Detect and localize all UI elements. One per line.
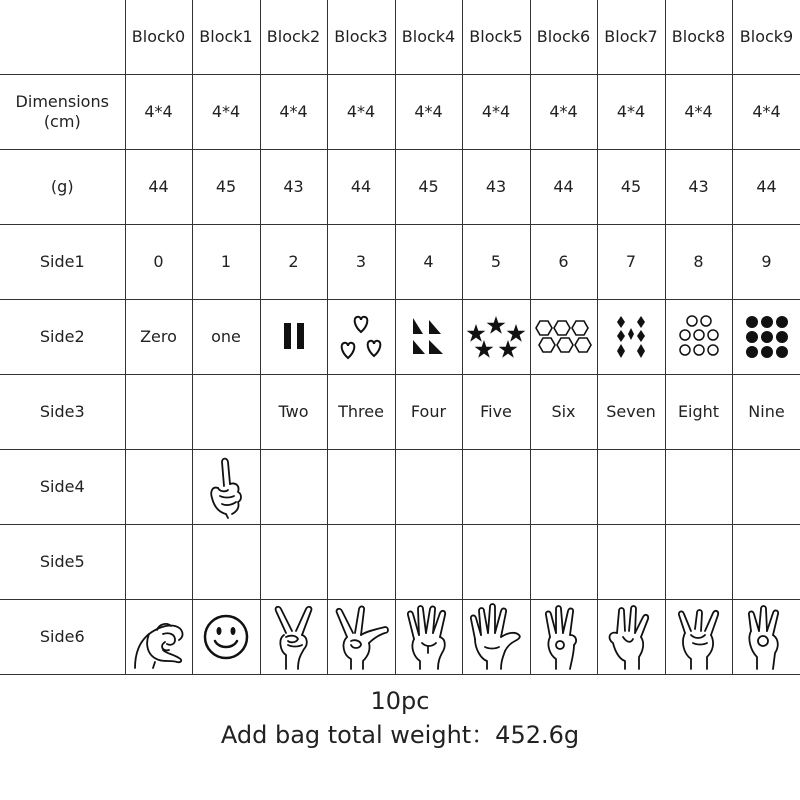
- column-header-block6: Block6: [530, 0, 597, 75]
- side5-cell: [260, 525, 327, 600]
- dimension-cell: 4*4: [665, 75, 732, 150]
- column-header-block0: Block0: [125, 0, 192, 75]
- side3-row: [0, 375, 800, 450]
- weight-cell: 45: [395, 150, 462, 225]
- open-palm-hand-icon: [467, 603, 525, 671]
- row-label-dimensions: Dimensions (cm): [0, 75, 125, 150]
- side1-cell: 2: [260, 225, 327, 300]
- side2-cell: [327, 300, 395, 375]
- side1-row: [0, 225, 800, 300]
- row-label-side5: Side5: [0, 525, 125, 600]
- three-finger-hand-icon: [331, 603, 391, 671]
- weight-cell: 45: [597, 150, 665, 225]
- side6-cell: [327, 600, 395, 675]
- three-hearts-icon: [336, 314, 386, 360]
- column-header-block7: Block7: [597, 0, 665, 75]
- side4-row: [0, 450, 800, 525]
- side1-cell: 1: [192, 225, 260, 300]
- side2-row: [0, 300, 800, 375]
- side2-cell: [665, 300, 732, 375]
- side5-cell: [462, 525, 530, 600]
- side3-cell: Seven: [597, 375, 665, 450]
- side3-cell: Nine: [732, 375, 800, 450]
- row-label-side4: Side4: [0, 450, 125, 525]
- dimensions-row: [0, 75, 800, 150]
- side5-cell: [395, 525, 462, 600]
- side6-cell: [125, 600, 192, 675]
- pack-count: 10pc: [370, 687, 430, 715]
- side2-cell: [597, 300, 665, 375]
- ok-sign-hand-icon: [129, 604, 189, 670]
- side4-cell: [192, 450, 260, 525]
- smiley-face-icon: [202, 613, 250, 661]
- side2-cell: [530, 300, 597, 375]
- side4-cell: [125, 450, 192, 525]
- side2-cell: Zero: [125, 300, 192, 375]
- weight-cell: 45: [192, 150, 260, 225]
- side2-cell: [260, 300, 327, 375]
- weight-cell: 43: [665, 150, 732, 225]
- side1-cell: 6: [530, 225, 597, 300]
- seven-sign-hand-icon: [605, 603, 657, 671]
- side2-cell: one: [192, 300, 260, 375]
- side5-cell: [192, 525, 260, 600]
- side4-cell: [732, 450, 800, 525]
- column-header-block4: Block4: [395, 0, 462, 75]
- dimension-cell: 4*4: [192, 75, 260, 150]
- side4-cell: [597, 450, 665, 525]
- column-header-block5: Block5: [462, 0, 530, 75]
- index-finger-hand-icon: [204, 454, 248, 520]
- dimension-cell: 4*4: [732, 75, 800, 150]
- dimension-cell: 4*4: [327, 75, 395, 150]
- header-row: [0, 0, 800, 75]
- row-label-weight: (g): [0, 150, 125, 225]
- side3-cell: Three: [327, 375, 395, 450]
- column-header-block3: Block3: [327, 0, 395, 75]
- dimension-cell: 4*4: [395, 75, 462, 150]
- side6-cell: [597, 600, 665, 675]
- side5-cell: [327, 525, 395, 600]
- side3-cell: Four: [395, 375, 462, 450]
- two-finger-hand-icon: [268, 603, 320, 671]
- side3-cell: Five: [462, 375, 530, 450]
- weight-cell: 43: [260, 150, 327, 225]
- side5-cell: [665, 525, 732, 600]
- side6-cell: [395, 600, 462, 675]
- weight-cell: 44: [530, 150, 597, 225]
- four-finger-hand-icon: [402, 603, 456, 671]
- side2-cell: [462, 300, 530, 375]
- dimension-cell: 4*4: [530, 75, 597, 150]
- side6-row: [0, 600, 800, 675]
- column-header-block2: Block2: [260, 0, 327, 75]
- side6-cell: [732, 600, 800, 675]
- weight-cell: 44: [327, 150, 395, 225]
- side4-cell: [327, 450, 395, 525]
- side4-cell: [530, 450, 597, 525]
- side4-cell: [462, 450, 530, 525]
- side1-cell: 0: [125, 225, 192, 300]
- weight-cell: 44: [732, 150, 800, 225]
- side2-cell: [395, 300, 462, 375]
- side4-cell: [395, 450, 462, 525]
- side1-cell: 3: [327, 225, 395, 300]
- side6-cell: [192, 600, 260, 675]
- dimension-cell: 4*4: [597, 75, 665, 150]
- seven-diamonds-icon: [609, 314, 653, 360]
- weight-row: [0, 150, 800, 225]
- nine-dots-icon: [743, 314, 791, 360]
- two-bars-icon: [274, 317, 314, 357]
- weight-cell: 43: [462, 150, 530, 225]
- row-label-side2: Side2: [0, 300, 125, 375]
- side4-cell: [260, 450, 327, 525]
- side2-cell: [732, 300, 800, 375]
- side6-cell: [665, 600, 732, 675]
- dimension-cell: 4*4: [462, 75, 530, 150]
- side1-cell: 8: [665, 225, 732, 300]
- row-label-side3: Side3: [0, 375, 125, 450]
- side5-cell: [125, 525, 192, 600]
- side5-cell: [597, 525, 665, 600]
- side3-cell: Eight: [665, 375, 732, 450]
- side4-cell: [665, 450, 732, 525]
- side1-cell: 5: [462, 225, 530, 300]
- side1-cell: 7: [597, 225, 665, 300]
- row-label-side6: Side6: [0, 600, 125, 675]
- side6-cell: [260, 600, 327, 675]
- eight-sign-hand-icon: [673, 603, 725, 671]
- side3-cell: [192, 375, 260, 450]
- six-hexagons-icon: [534, 317, 594, 357]
- side6-cell: [462, 600, 530, 675]
- nine-sign-hand-icon: [743, 603, 791, 671]
- six-sign-hand-icon: [540, 603, 588, 671]
- column-header-block9: Block9: [732, 0, 800, 75]
- column-header-block8: Block8: [665, 0, 732, 75]
- side5-cell: [732, 525, 800, 600]
- footer: [0, 684, 800, 752]
- eight-octagons-icon: [675, 314, 723, 360]
- corner-cell: [0, 0, 125, 75]
- five-stars-icon: [466, 314, 526, 360]
- total-weight: Add bag total weight：452.6g: [220, 721, 580, 749]
- side3-cell: [125, 375, 192, 450]
- dimension-cell: 4*4: [125, 75, 192, 150]
- row-label-side1: Side1: [0, 225, 125, 300]
- side5-row: [0, 525, 800, 600]
- side3-cell: Two: [260, 375, 327, 450]
- side1-cell: 4: [395, 225, 462, 300]
- side1-cell: 9: [732, 225, 800, 300]
- side6-cell: [530, 600, 597, 675]
- side3-cell: Six: [530, 375, 597, 450]
- dimension-cell: 4*4: [260, 75, 327, 150]
- weight-cell: 44: [125, 150, 192, 225]
- column-header-block1: Block1: [192, 0, 260, 75]
- four-triangles-icon: [409, 316, 449, 358]
- side5-cell: [530, 525, 597, 600]
